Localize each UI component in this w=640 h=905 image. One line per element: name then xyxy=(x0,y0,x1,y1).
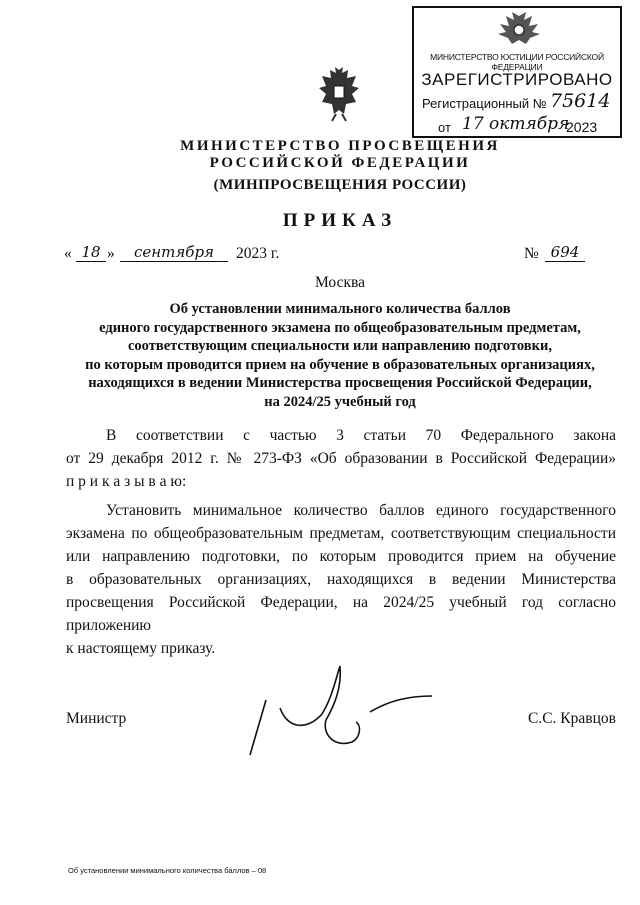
ministry-line-2: РОССИЙСКОЙ ФЕДЕРАЦИИ xyxy=(209,155,471,171)
coat-of-arms-icon xyxy=(484,10,554,48)
paragraph-order xyxy=(66,499,616,660)
title-line: соответствующим специальности или направлению подготовки, xyxy=(128,338,552,354)
signatory-name: С.С. Кравцов xyxy=(528,710,616,727)
stamp-reg-number: 75614 xyxy=(550,90,611,112)
paragraph-line: к настоящему приказу. xyxy=(66,640,216,657)
ministry-name xyxy=(120,138,560,172)
stamp-reg-label: Регистрационный № xyxy=(422,96,547,111)
paragraph-line: от 29 декабря 2012 г. № 273-ФЗ «Об образовании в Российской Федерации» xyxy=(66,450,616,467)
city: Москва xyxy=(315,274,365,291)
handwritten-signature xyxy=(240,660,440,760)
paragraph-line: Установить минимальное количество баллов единого государственного xyxy=(106,502,616,519)
date-day: 18 xyxy=(76,243,106,262)
signatory-position: Министр xyxy=(66,710,127,727)
footer-text: Об установлении минимального количества баллов – 08 xyxy=(68,866,267,875)
eagle-emblem-icon xyxy=(316,66,362,122)
ministry-short-name: (МИНПРОСВЕЩЕНИЯ РОССИИ) xyxy=(213,177,467,193)
order-number-label: № xyxy=(524,245,539,262)
order-number: 694 xyxy=(545,243,585,262)
paragraph-line: в образовательных организациях, находящихся в ведении Министерства xyxy=(66,571,616,588)
title-line: Об установлении минимального количества баллов xyxy=(169,301,511,317)
title-line: по которым проводится прием на обучение в образовательных организациях, xyxy=(85,356,595,373)
document-type: ПРИКАЗ xyxy=(282,210,398,231)
title-line: находящихся в ведении Министерства просвещения Российской Федерации, xyxy=(88,375,592,391)
date-year: 2023 г. xyxy=(236,245,280,262)
paragraph-basis xyxy=(66,424,616,493)
stamp-from-label: от xyxy=(438,120,451,135)
order-word: п р и к а з ы в а ю: xyxy=(66,473,187,490)
date-month: сентября xyxy=(120,243,228,262)
document-title xyxy=(60,300,620,411)
paragraph-line: просвещения Российской Федерации, на 2024/25 учебный год согласно приложению xyxy=(66,594,616,634)
stamp-title: ЗАРЕГИСТРИРОВАНО xyxy=(421,70,613,89)
title-line: единого государственного экзамена по общеобразовательным предметам, xyxy=(99,319,581,336)
paragraph-line: или направлению подготовки, по которым проводится прием на обучение xyxy=(66,548,616,565)
date-open-quote: « xyxy=(64,245,72,262)
stamp-reg-year: 2023 xyxy=(566,119,598,135)
stamp-ministry: МИНИСТЕРСТВО ЮСТИЦИИ РОССИЙСКОЙ ФЕДЕРАЦИИ xyxy=(430,52,604,72)
paragraph-line: экзамена по общеобразовательным предметам, соответствующим специальности xyxy=(66,525,616,542)
title-line: на 2024/25 учебный год xyxy=(264,393,416,410)
paragraph-line: В соответствии с частью 3 статьи 70 Федерального закона xyxy=(106,427,616,444)
date-close-quote: » xyxy=(107,245,115,262)
ministry-line-1: МИНИСТЕРСТВО ПРОСВЕЩЕНИЯ xyxy=(180,138,500,154)
stamp-reg-date: 17 октября xyxy=(462,114,570,134)
registration-stamp xyxy=(412,6,622,138)
